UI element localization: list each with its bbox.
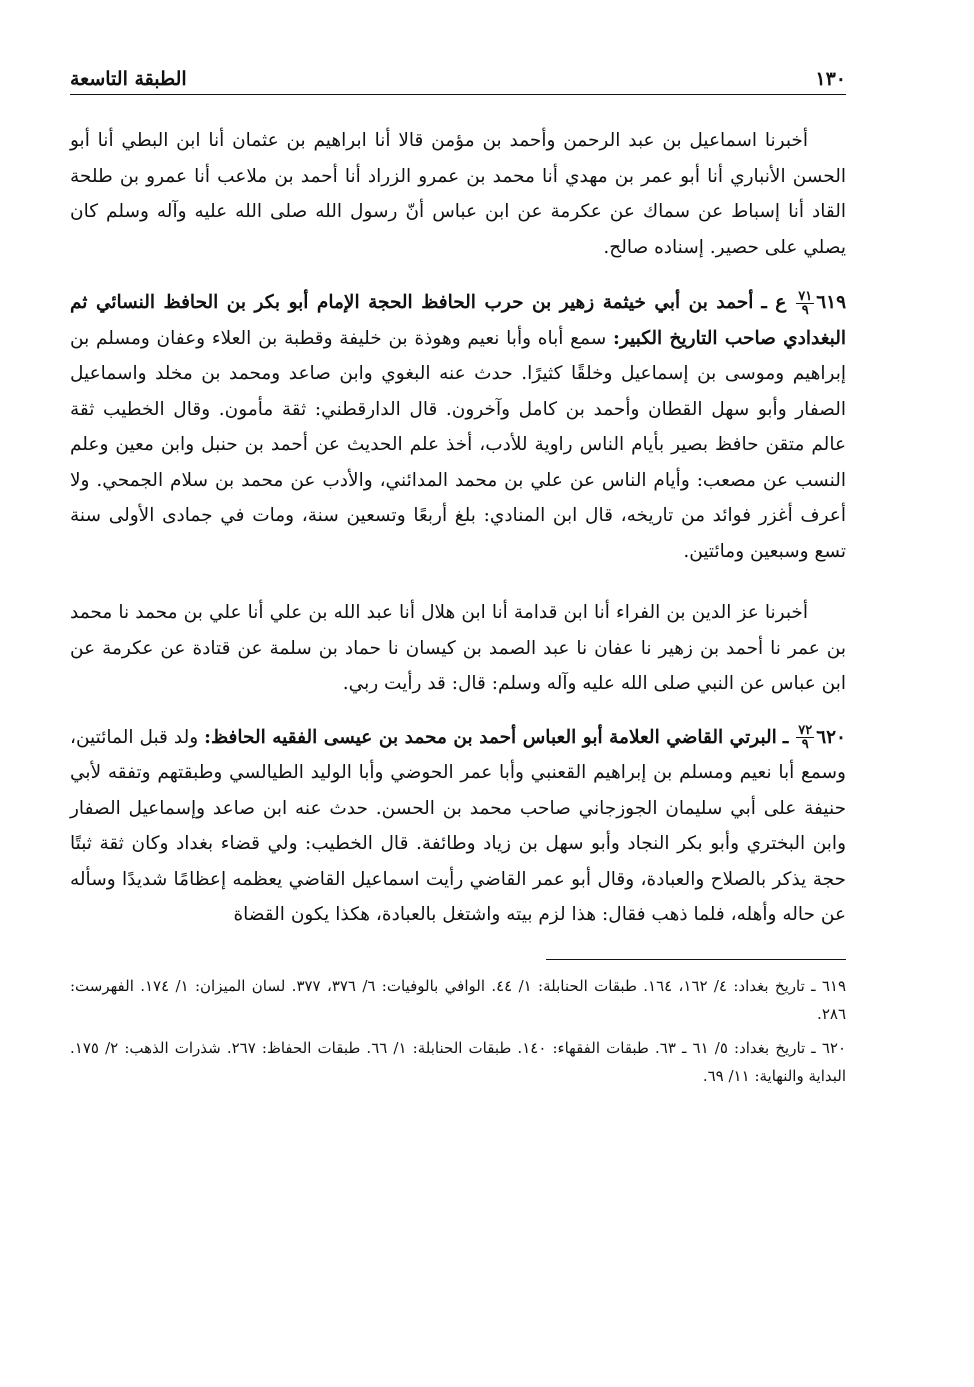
- biography-entry-619: [70, 285, 846, 569]
- entry-fraction: [796, 290, 814, 317]
- footnote-divider: [546, 959, 846, 960]
- entry-heading: أحمد بن أبي خيثمة زهير بن حرب الحافظ الحجة الإمام أبو بكر بن الحافظ النسائي ثم البغدادي صاحب التاريخ الكبير:: [70, 292, 846, 349]
- footnotes: [70, 972, 846, 1090]
- biography-entry-620: [70, 720, 846, 933]
- fraction-numerator: ٧١: [798, 288, 813, 304]
- entry-tag: ـ: [782, 726, 789, 748]
- hadith-paragraph-2: أخبرنا عز الدين بن الفراء أنا ابن قدامة أنا ابن هلال أنا عبد الله بن علي أنا علي بن محمد نا محمد بن عمر نا أحمد بن زهير نا عفان نا عبد الصمد بن كيسان نا حماد بن سلمة عن قتادة عن عكرمة عن ابن عباس عن النبي صلى الله عليه وآله وسلم: قال: قد رأيت ربي.: [70, 602, 846, 694]
- entry-body: سمع أباه وأبا نعيم وهوذة بن خليفة وقطبة بن العلاء وعفان ومسلم بن إبراهيم وموسى بن إسماعيل وخلقًا كثيرًا. حدث عنه البغوي وابن صاعد ومحمد بن مخلد واسماعيل الصفار وأبو سهل القطان وأحمد بن كامل وآخرون. قال الدارقطني: ثقة مأمون. وقال الخطيب ثقة عالم متقن حافظ بصير بأيام الناس راوية للأدب، أخذ علم الحديث عن أحمد بن حنبل وابن معين وعلم النسب عن مصعب: وأيام الناس عن علي بن محمد المدائني، والأدب عن محمد بن سلام الجمحي. ولا أعرف أغزر فوائد من تاريخه، قال ابن المنادي: بلغ أربعًا وتسعين سنة، ومات في جمادى الأولى سنة تسع وسبعين ومائتين.: [70, 327, 846, 562]
- footnote-619: ٦١٩ ـ تاريخ بغداد: ٤/ ١٦٢، ١٦٤. طبقات الحنابلة: ١/ ٤٤. الوافي بالوفيات: ٦/ ٣٧٦، ٣٧٧. لسان الميزان: ١/ ١٧٤. الفهرست: ٢٨٦.: [70, 976, 847, 1023]
- running-header: [70, 50, 846, 90]
- book-page: [70, 50, 846, 1096]
- entry-fraction: [796, 724, 814, 751]
- header-divider: [70, 94, 846, 95]
- entry-number: ٦٢٠: [816, 726, 846, 748]
- fraction-denominator: ٩: [801, 302, 809, 318]
- footnote-620: ٦٢٠ ـ تاريخ بغداد: ٥/ ٦١ ـ ٦٣. طبقات الفقهاء: ١٤٠. طبقات الحنابلة: ١/ ٦٦. طبقات الحفاظ: ٢٦٧. شذرات الذهب: ٢/ ١٧٥. البداية والنهاية: ١١/ ٦٩.: [70, 1038, 846, 1085]
- entry-number: ٦١٩: [816, 292, 847, 313]
- section-title: الطبقة التاسعة: [70, 68, 187, 90]
- entry-tag: ع ـ: [761, 292, 787, 313]
- entry-heading: البرتي القاضي العلامة أبو العباس أحمد بن محمد بن عيسى الفقيه الحافظ:: [204, 726, 777, 748]
- hadith-paragraph-1: أخبرنا اسماعيل بن عبد الرحمن وأحمد بن مؤمن قالا أنا ابراهيم بن عثمان أنا ابن البطي أنا أبو الحسن الأنباري أنا أبو عمر بن مهدي أنا محمد بن عمرو الزراد أنا أحمد بن ملاعب أنا عمرو بن طلحة القاد أنا إسباط عن سماك عن عكرمة عن ابن عباس أنّ رسول الله صلى الله عليه وآله وسلم كان يصلي على حصير. إسناده صالح.: [70, 130, 846, 258]
- entry-body: ولد قبل المائتين، وسمع أبا نعيم ومسلم بن إبراهيم القعنبي وأبا عمر الحوضي وأبا الوليد الطيالسي وطبقتهم وتفقه لأبي حنيفة على أبي سليمان الجوزجاني صاحب محمد بن الحسن. حدث عنه ابن صاعد وإسماعيل الصفار وابن البختري وأبو بكر النجاد وأبو سهل بن زياد وطائفة. قال الخطيب: ولي قضاء بغداد وكان ثقة ثبتًا حجة يذكر بالصلاح والعبادة، وقال أبو عمر القاضي رأيت اسماعيل القاضي يعظمه إعظامًا شديدًا وسأله عن حاله وأهله، فلما ذهب فقال: هذا لزم بيته واشتغل بالعبادة، هكذا يكون القضاة: [70, 726, 846, 925]
- page-number: ١٣٠: [815, 68, 846, 90]
- fraction-denominator: ٩: [801, 737, 809, 752]
- fraction-numerator: ٧٢: [798, 723, 813, 738]
